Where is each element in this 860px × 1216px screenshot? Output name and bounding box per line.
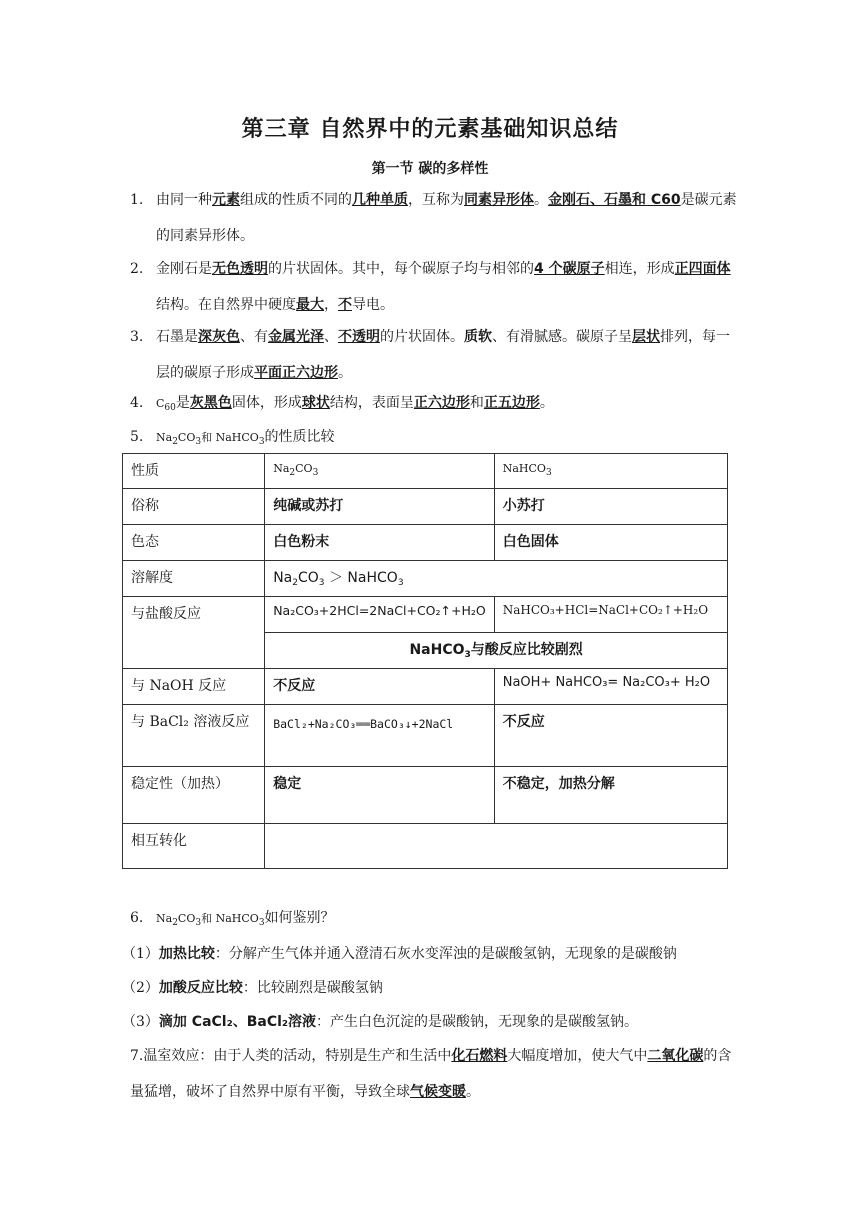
- table-cell: NaHCO$_3$: [494, 454, 727, 489]
- method-text: ：分解产生气体并通入澄清石灰水变浑浊的是碳酸氢钠，无现象的是碳酸钠: [214, 946, 677, 962]
- table-cell: BaCl₂+Na₂CO₃══BaCO₃↓+2NaCl: [265, 705, 495, 767]
- method-1: [122, 936, 677, 972]
- key-term: 金刚石、石墨和 C60: [548, 192, 681, 208]
- key-term: 正四面体: [674, 261, 731, 277]
- key-term: 深灰色: [198, 329, 240, 345]
- table-cell: 相互转化: [123, 824, 265, 869]
- formula: Na: [156, 431, 173, 444]
- key-term: 金属光泽: [268, 329, 324, 345]
- list-item-3: [130, 319, 740, 391]
- key-term: 化石燃料: [451, 1048, 508, 1064]
- method-name: 滴加 CaCl₂、BaCl₂溶液: [158, 1014, 317, 1030]
- subscript: 3: [195, 918, 202, 928]
- text: 导电。: [352, 297, 394, 313]
- table-cell: 与 BaCl₂ 溶液反应: [123, 705, 265, 767]
- text: 和 NaHCO: [201, 431, 259, 444]
- text: 结构。在自然界中硬度: [156, 297, 296, 313]
- text: 排列，每一层的碳原子形成: [156, 329, 730, 381]
- subscript: 2: [172, 918, 178, 928]
- text: 。: [466, 1084, 480, 1100]
- method-name: 加酸反应比较: [158, 980, 243, 996]
- text: 如何鉴别？: [264, 910, 335, 926]
- text: 相连，形成: [604, 261, 675, 277]
- subscript: 3: [258, 918, 265, 928]
- key-term: 二氧化碳: [647, 1048, 704, 1064]
- method-3: [122, 1004, 638, 1040]
- text: 7.温室效应：由于人类的活动，特别是生产和生活中: [130, 1048, 452, 1064]
- method-name: 加热比较: [158, 946, 215, 962]
- table-cell: 稳定: [265, 767, 495, 824]
- key-term: 无色透明: [212, 261, 268, 277]
- key-term: 几种单质: [352, 192, 408, 208]
- text: 组成的性质不同的: [240, 192, 352, 208]
- key-term: 球状: [301, 395, 330, 411]
- text: 是碳元素的同素异形体。: [156, 192, 737, 244]
- item-number: 5.: [130, 429, 144, 445]
- table-row: [123, 525, 728, 561]
- text: 结构，表面呈: [329, 395, 414, 411]
- method-text: ：比较剧烈是碳酸氢钠: [242, 980, 383, 996]
- table-row: [123, 669, 728, 705]
- key-term: 质软: [464, 329, 492, 345]
- item-number: 6.: [130, 910, 144, 926]
- chapter-title: 第三章 自然界中的元素基础知识总结: [241, 117, 619, 142]
- text: 大幅度增加，使大气中: [507, 1048, 648, 1064]
- text: 是: [175, 395, 190, 411]
- table-cell: 俗称: [123, 489, 265, 525]
- list-item-1: [130, 182, 740, 254]
- key-term: 气候变暖: [410, 1084, 466, 1100]
- formula: CO: [177, 431, 196, 444]
- table-cell: 小苏打: [494, 489, 727, 525]
- subscript: 2: [172, 437, 178, 447]
- formula: CO: [177, 912, 196, 925]
- method-number: （1）: [122, 946, 159, 962]
- item-number: 3.: [130, 329, 144, 345]
- item-number: 4.: [130, 395, 144, 411]
- table-cell: 与 NaOH 反应: [123, 669, 265, 705]
- text: 。: [539, 395, 554, 411]
- table-cell: 色态: [123, 525, 265, 561]
- list-item-7: [130, 1038, 732, 1110]
- table-row: [123, 705, 728, 767]
- table-cell: 性质: [123, 454, 265, 489]
- table-cell: 溶解度: [123, 561, 265, 597]
- table-cell: 与盐酸反应: [123, 597, 265, 669]
- table-row: [123, 824, 728, 869]
- table-cell: 稳定性（加热）: [123, 767, 265, 824]
- key-term: 4 个碳原子: [534, 261, 605, 277]
- table-cell: NaOH+ NaHCO₃= Na₂CO₃+ H₂O: [494, 669, 727, 705]
- list-item-6: [130, 900, 740, 941]
- text: 的含量猛增，破坏了自然界中原有平衡，导致全球: [130, 1048, 732, 1100]
- table-cell: 白色粉末: [265, 525, 495, 561]
- text: 石墨是: [156, 329, 198, 345]
- text: 、: [324, 329, 338, 345]
- table-cell: 白色固体: [494, 525, 727, 561]
- table-cell: 不反应: [494, 705, 727, 767]
- formula: Na: [156, 912, 173, 925]
- item-number: 1.: [130, 192, 144, 208]
- text: 、有: [240, 329, 268, 345]
- table-cell: $Na_2CO_3$ ＞ NaHCO$_3$: [265, 561, 728, 597]
- text: 的性质比较: [264, 429, 335, 445]
- table-cell: NaHCO$_3$与酸反应比较剧烈: [265, 633, 728, 669]
- text: 、有滑腻感。碳原子呈: [492, 329, 632, 345]
- text: 固体，形成: [231, 395, 302, 411]
- list-item-2: [130, 251, 740, 323]
- key-term: 灰黑色: [189, 395, 232, 411]
- table-cell: NaHCO₃+HCl=NaCl+CO₂↑+H₂O: [494, 597, 727, 633]
- text: 的片状固体。其中，每个碳原子均与相邻的: [268, 261, 534, 277]
- subscript: 3: [258, 437, 265, 447]
- text: 金刚石是: [156, 261, 212, 277]
- table-row: [123, 489, 728, 525]
- section-title: 第一节 碳的多样性: [371, 161, 489, 177]
- text: 和: [469, 395, 484, 411]
- method-number: （2）: [122, 980, 159, 996]
- text: ，互称为: [408, 192, 464, 208]
- item-number: 2.: [130, 261, 144, 277]
- table-header-row: [123, 454, 728, 489]
- table-cell: [265, 824, 728, 869]
- text: 由同一种: [156, 192, 212, 208]
- table-cell: 不稳定，加热分解: [494, 767, 727, 824]
- comparison-table: [122, 453, 728, 869]
- method-number: （3）: [122, 1014, 159, 1030]
- key-term: 正五边形: [483, 395, 540, 411]
- key-term: 正六边形: [413, 395, 470, 411]
- text: 和 NaHCO: [201, 912, 259, 925]
- key-term: 最大: [296, 297, 324, 313]
- method-text: ：产生白色沉淀的是碳酸钠，无现象的是碳酸氢钠。: [316, 1014, 639, 1030]
- table-row: [123, 597, 728, 633]
- key-term: 层状: [632, 329, 660, 345]
- key-term: 同素异形体: [464, 192, 534, 208]
- table-cell: Na₂CO₃+2HCl=2NaCl+CO₂↑+H₂O: [265, 597, 495, 633]
- key-term: 平面正六边形: [254, 365, 338, 381]
- table-cell: 纯碱或苏打: [265, 489, 495, 525]
- key-term: 不透明: [338, 329, 380, 345]
- text: 。: [534, 192, 548, 208]
- text: 的片状固体。: [380, 329, 464, 345]
- text: ，: [324, 297, 338, 313]
- table-row: [123, 767, 728, 824]
- table-row: [123, 561, 728, 597]
- method-2: [122, 970, 383, 1006]
- key-term: 元素: [212, 192, 240, 208]
- subscript: 60: [164, 403, 176, 413]
- table-cell: $Na_2CO_3$: [265, 454, 495, 489]
- table-cell: 不反应: [265, 669, 495, 705]
- formula: C: [156, 397, 165, 410]
- key-term: 不: [338, 297, 352, 313]
- subscript: 3: [195, 437, 202, 447]
- text: 。: [338, 365, 352, 381]
